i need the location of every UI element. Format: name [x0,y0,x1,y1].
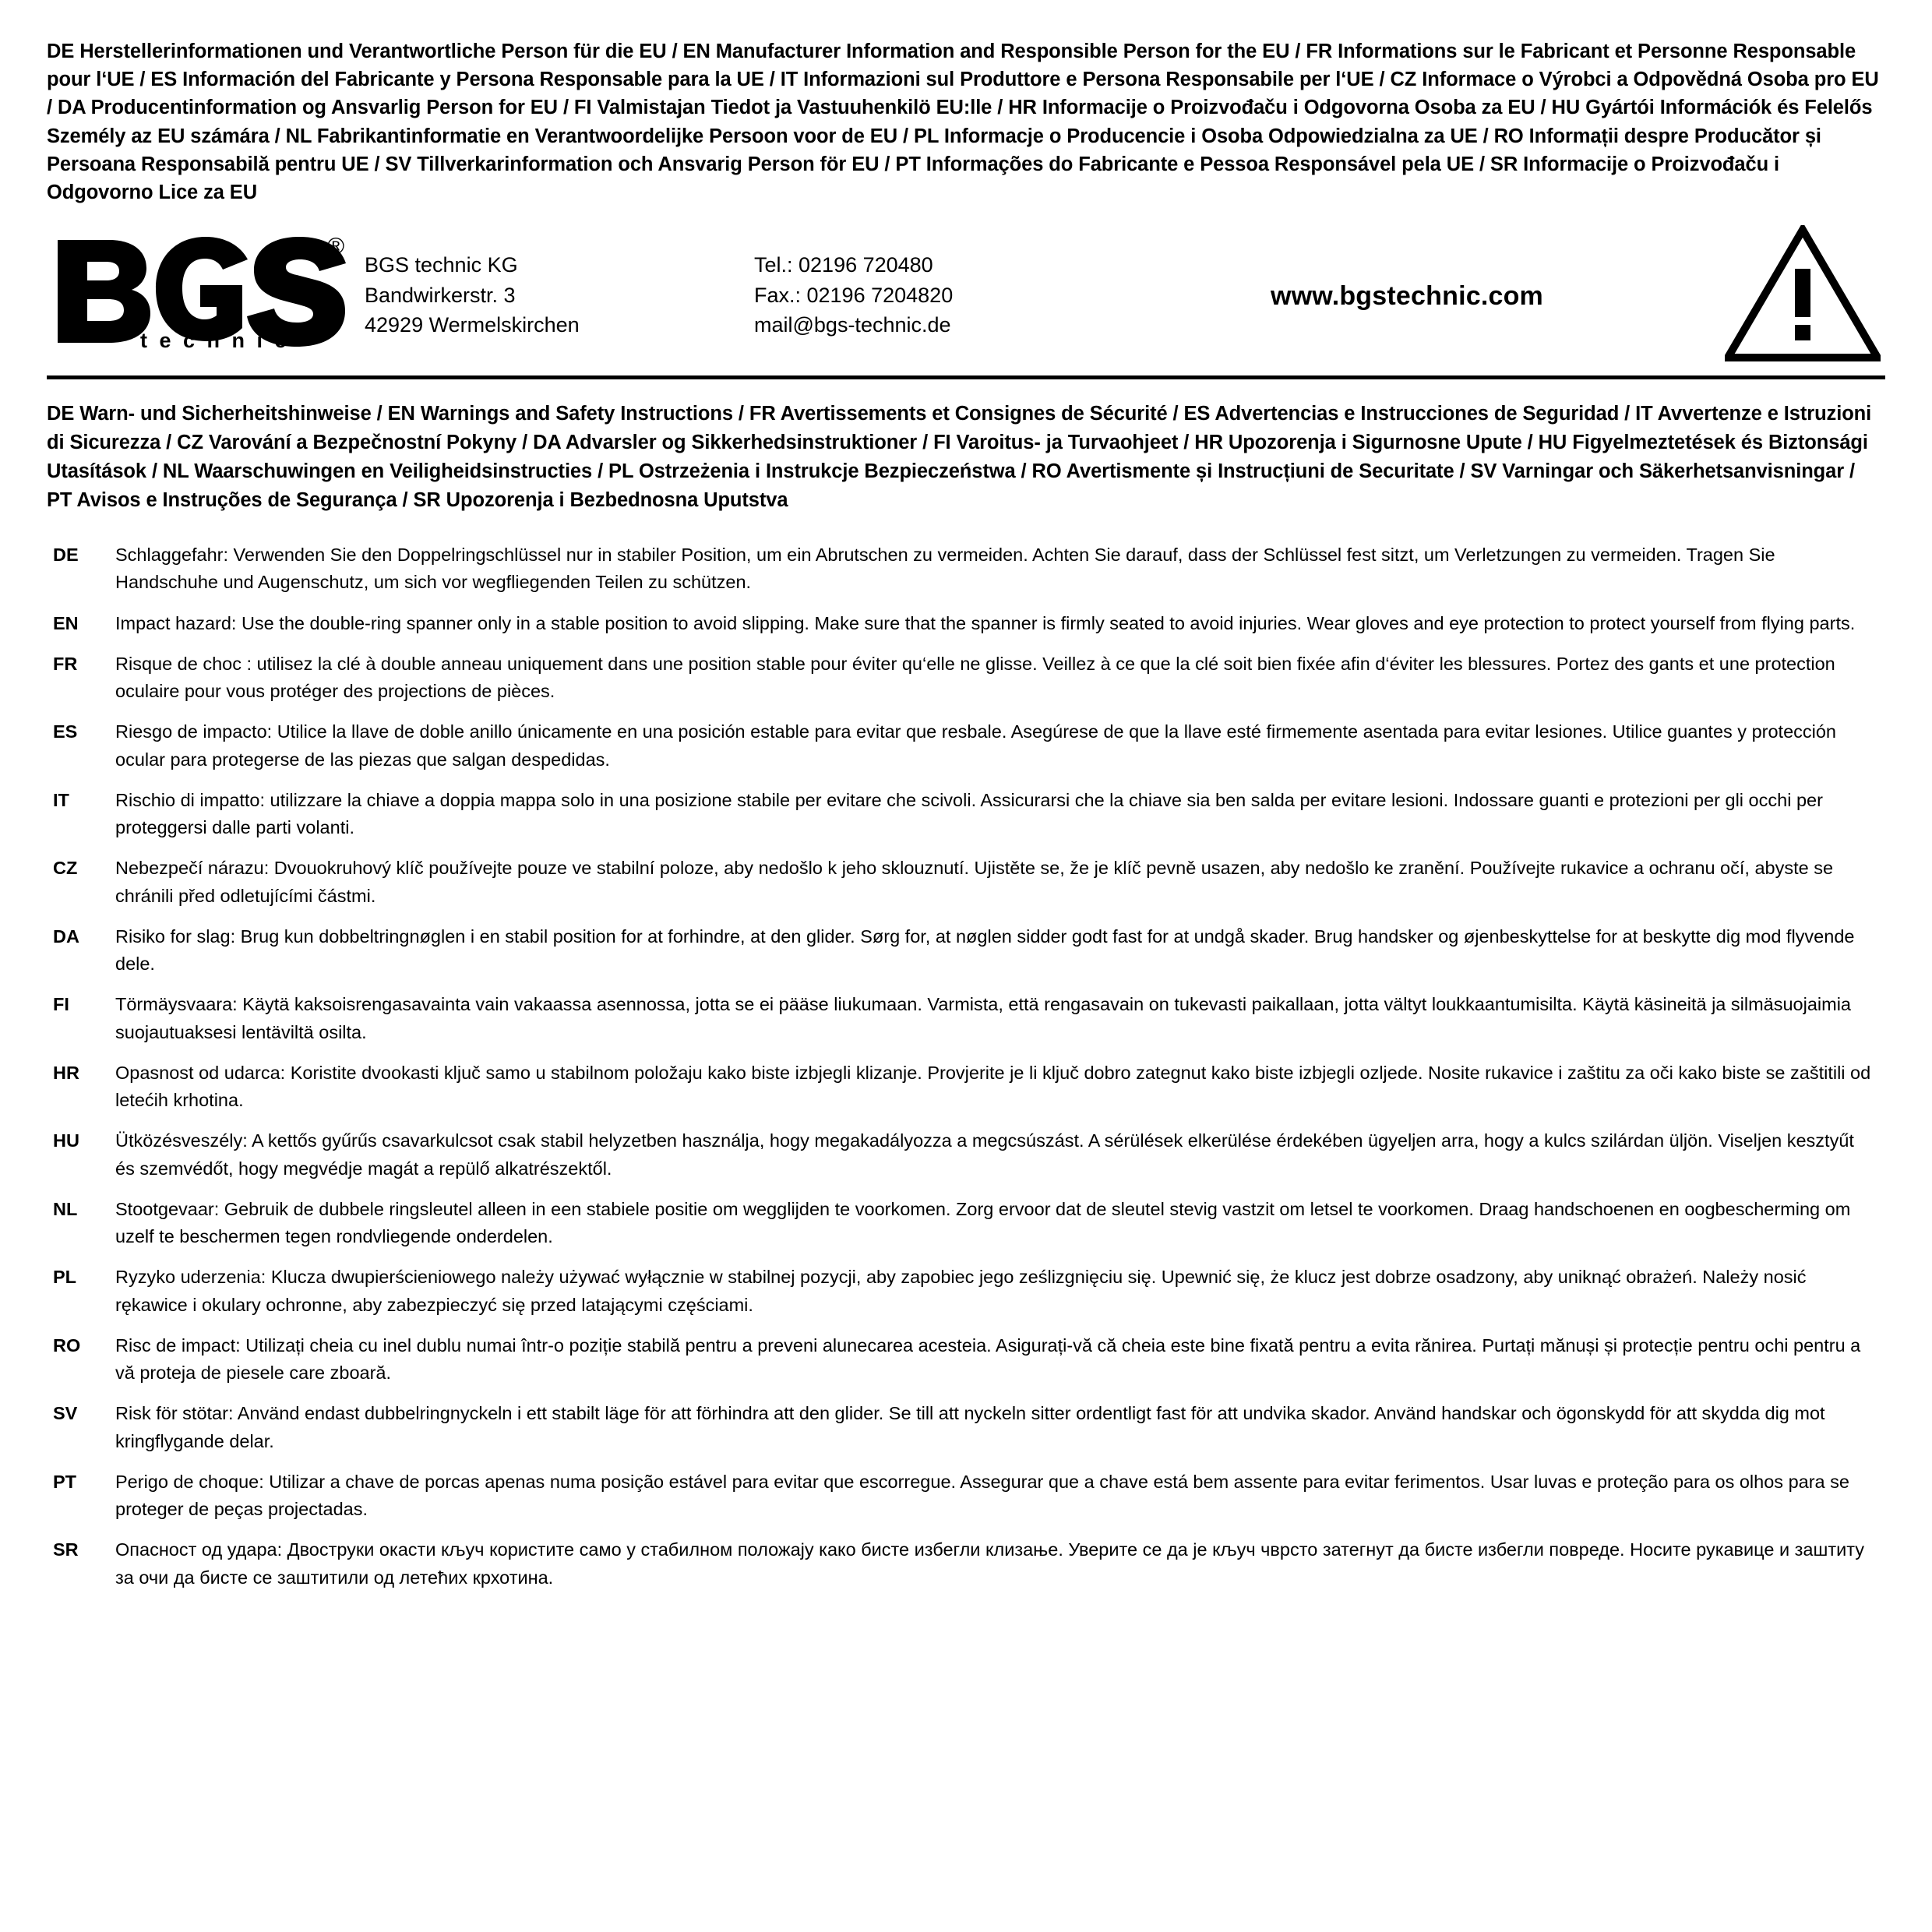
instruction-row [47,991,1885,1046]
language-code: EN [53,612,79,633]
instruction-row [47,923,1885,978]
svg-text:®: ® [327,234,345,259]
company-street: Bandwirkerstr. 3 [365,283,516,307]
language-code: HR [53,1062,79,1083]
instruction-row [47,1332,1885,1387]
language-code: FR [53,653,78,674]
language-code: NL [53,1198,78,1219]
language-code: SR [53,1539,79,1560]
instruction-text: Opasnost od udarca: Koristite dvookasti ključ samo u stabilnom položaju kako biste izbjegli klizanje. Provjerite je li ključ dobro zategnut kako biste izbjegli ozljede. Nosite rukavice i zaštitu za oči kako biste se zaštitili od letećih krhotina. [115,1062,1871,1111]
company-city: 42929 Wermelskirchen [365,312,580,337]
instruction-row [47,610,1885,637]
instruction-row [47,855,1885,910]
bgs-logo-svg [53,235,357,352]
company-address [365,247,754,340]
instruction-text: Ütközésveszély: A kettős gyűrűs csavarkulcsot csak stabil helyzetben használja, hogy megakadályozza a megcsúszást. A sérülések elkerülése érdekében ügyeljen arra, hogy a kulcs szilárdan üljön. Viseljen kesztyűt és szemvédőt, hogy megvédje magát a repülő alkatrészektől. [115,1130,1854,1179]
instruction-row [47,1264,1885,1319]
language-code: FI [53,994,69,1015]
instruction-row [47,1400,1885,1455]
instruction-row [47,1536,1885,1592]
instruction-text: Nebezpečí nárazu: Dvouokruhový klíč používejte pouze ve stabilní poloze, aby nedošlo k jeho sklouznutí. Ujistěte se, že je klíč pevně usazen, aby nedošlo ke zranění. Používejte rukavice a ochranu očí, abyste se chránili před odletujícími částmi. [115,858,1834,906]
instruction-text: Schlaggefahr: Verwenden Sie den Doppelringschlüssel nur in stabiler Position, um ein Abrutschen zu vermeiden. Achten Sie darauf, dass der Schlüssel fest sitzt, um Verletzungen zu vermeiden. Tragen Sie Handschuhe und Augenschutz, um sich vor wegfliegenden Teilen zu schützen. [115,545,1775,593]
instruction-text: Опасност од удара: Двоструки окасти кључ користите само у стабилном положају како бисте избегли клизање. Уверите се да је кључ чврсто затегнут да бисте избегли повреде. Носите рукавице и заштиту за очи да бисте се заштитили од летећих крхотина. [115,1539,1864,1588]
instruction-text: Risk för stötar: Använd endast dubbelringnyckeln i ett stabilt läge för att förhindra att den glider. Se till att nyckeln sitter ordentligt fast för att undvika skador. Använd handskar och ögonskydd för att skydda dig mot kringflygande delar. [115,1403,1825,1451]
warnings-safety-heading: DE Warn- und Sicherheitshinweise / EN Warnings and Safety Instructions / FR Avertissements et Consignes de Sécurité / ES Advertencias e Instrucciones de Seguridad / IT Avvertenze e Istruzioni di Sicurezza / CZ Varování a Bezpečnostní Pokyny / DA Advarsler og Sikkerhedsinstruktioner / FI Varoitus- ja Turvaohjeet / HR Upozorenja i Sigurnosne Upute / HU Figyelmeztetések és Biztonsági Utasítások / NL Waarschuwingen en Veiligheidsinstructies / PL Ostrzeżenia i Instrukcje Bezpieczeństwa / RO Avertismente și Instrucțiuni de Securitate / SV Varningar och Säkerhetsanvisningar / PT Avisos e Instruções de Segurança / SR Upozorenja i Bezbednosna Uputstva [47,403,1872,512]
instruction-text: Risc de impact: Utilizați cheia cu inel dublu numai într-o poziție stabilă pentru a preveni alunecarea acesteia. Asigurați-vă că cheia este bine fixată pentru a evita rănirea. Purtați mănuși și protecție pentru ochi pentru a vă proteja de piesele care zboară. [115,1334,1861,1384]
language-code: DA [53,925,79,947]
manufacturer-info-heading: DE Herstellerinformationen und Verantwortliche Person für die EU / EN Manufacturer Information and Responsible Person for the EU / FR Informations sur le Fabricant et Personne Responsable pour l‘UE / ES Información del Fabricante y Persona Responsable para la UE / IT Informazioni sul Produttore e Persona Responsabile per l‘UE / CZ Informace o Výrobci a Odpovědná Osoba pro EU / DA Producentinformation og Ansvarlig Person for EU / FI Valmistajan Tiedot ja Vastuuhenkilö EU:lle / HR Informacije o Proizvođaču i Odgovorna Osoba za EU / HU Gyártói Információk és Felelős Személy az EU számára / NL Fabrikantinformatie en Verantwoordelijke Persoon voor de EU / PL Informacje o Producencie i Osoba Odpowiedzialna za UE / RO Informații despre Producător și Persoana Responsabilă pentru UE / SV Tillverkarinformation och Ansvarig Person för EU / PT Informações do Fabricante e Pessoa Responsável pela UE / SR Informacije o Proizvođaču i Odgovorno Lice za EU [47,41,1879,204]
company-website[interactable]: www.bgstechnic.com [1271,281,1543,312]
instruction-row [47,787,1885,842]
svg-text:t e c h n i c: t e c h n i c [140,328,290,352]
language-code: CZ [53,858,78,879]
instruction-row [47,1468,1885,1524]
language-code: HU [53,1130,79,1151]
language-code: DE [53,545,79,566]
language-code: SV [53,1403,78,1424]
instruction-text: Perigo de choque: Utilizar a chave de porcas apenas numa posição estável para evitar que escorregue. Assegurar que a chave está bem assente para evitar ferimentos. Usar luvas e proteção para os olhos para se proteger de peças projectadas. [115,1471,1849,1520]
instruction-row [47,1127,1885,1183]
language-code: PT [53,1471,77,1492]
warning-triangle-svg [1725,225,1881,361]
instruction-row [47,1196,1885,1251]
instruction-text: Riesgo de impacto: Utilice la llave de doble anillo únicamente en una posición estable para evitar que resbale. Asegúrese de que la llave esté firmemente asentada para evitar lesiones. Utilice guantes y protección ocular para protegerse de las piezas que salgan despedidas. [115,721,1836,770]
safety-instructions-list [47,541,1885,1592]
instruction-text: Risque de choc : utilisez la clé à double anneau uniquement dans une position stable pour éviter qu‘elle ne glisse. Veillez à ce que la clé soit bien fixée afin d‘éviter les blessures. Portez des gants et une protection oculaire pour vous protéger des projections de pièces. [115,653,1835,702]
company-email[interactable]: mail@bgs-technic.de [754,312,951,337]
company-contact [754,247,1112,340]
instruction-row [47,541,1885,597]
instruction-text: Ryzyko uderzenia: Klucza dwupierścieniowego należy używać wyłącznie w stabilnej pozycji, aby zapobiec jego ześlizgnięciu się. Upewnić się, że klucz jest dobrze osadzony, aby uniknąć obrażeń. Należy nosić rękawice i okulary ochronne, aby zabezpieczyć się przed latającymi częściami. [115,1267,1807,1315]
language-code: PL [53,1267,77,1288]
language-code: RO [53,1334,81,1356]
instruction-row [47,650,1885,706]
warning-triangle-icon [1701,225,1885,361]
instruction-text: Impact hazard: Use the double-ring spanner only in a stable position to avoid slipping. Make sure that the spanner is firmly seated to avoid injuries. Wear gloves and eye protection to protect yourself from flying parts. [115,612,1856,633]
instruction-text: Risiko for slag: Brug kun dobbeltringnøglen i en stabil position for at forhindre, at den glider. Sørg for, at nøglen sidder godt fast for at undgå skader. Brug handsker og øjenbeskyttelse for at beskytte dig mod flyvende dele. [115,925,1855,975]
language-code: ES [53,721,78,742]
instruction-text: Rischio di impatto: utilizzare la chiave a doppia mappa solo in una posizione stabile per evitare che scivoli. Assicurarsi che la chiave sia ben salda per evitare lesioni. Indossare guanti e protezioni per gli occhi per proteggersi dalle parti volanti. [115,789,1823,838]
language-code: IT [53,789,69,810]
company-phone: Tel.: 02196 720480 [754,253,933,277]
company-fax: Fax.: 02196 7204820 [754,283,954,307]
company-name: BGS technic KG [365,253,518,277]
instruction-row [47,718,1885,774]
instruction-text: Stootgevaar: Gebruik de dubbele ringsleutel alleen in een stabiele positie om wegglijden te voorkomen. Zorg ervoor dat de sleutel stevig vastzit om letsel te voorkomen. Draag handschoenen en oogbescherming om uzelf te beschermen tegen rondvliegende onderdelen. [115,1198,1851,1247]
bgs-logo [47,235,365,352]
instruction-row [47,1059,1885,1115]
instruction-text: Törmäysvaara: Käytä kaksoisrengasavainta vain vakaassa asennossa, jotta se ei pääse liukumaan. Varmista, että rengasavain on tukevasti paikallaan, jotta vältyt loukkaantumisilta. Käytä käsineitä ja silmäsuojaimia suojautuaksesi lentäviltä osilta. [115,994,1852,1042]
company-information-band [47,225,1885,379]
